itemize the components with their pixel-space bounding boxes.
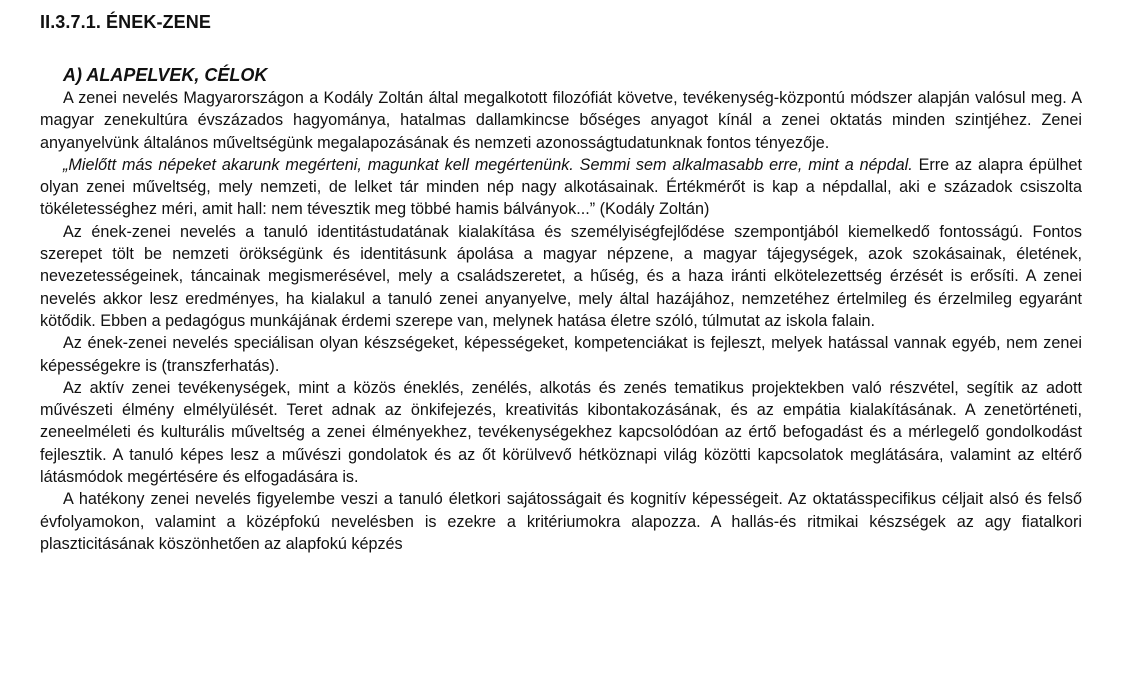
paragraph-transfer: Az ének-zenei nevelés speciálisan olyan készségeket, képességeket, kompetenciákat is fejleszt, melyek hatással vannak egyéb, nem zenei képességekre is (transzferhatás). <box>40 334 1082 375</box>
document-page <box>40 10 1082 555</box>
paragraph-identity: Az ének-zenei nevelés a tanuló identitástudatának kialakítása és személyiségfejlődése szempontjából kiemelkedő fontosságú. Fontos szerepet tölt be nemzeti örökségünk és identitásunk ápolása a magyar népzene, a magyar tájegységek, azok szokásainak, életének, nevezetességeinek, táncainak megismerésével, mely a családszeretet, a hűség, és a haza iránti elkötelezettség érzését is erősíti. A zenei nevelés akkor lesz eredményes, ha kialakul a tanuló zenei anyanyelve, mely által hazájához, nemzetéhez értelmileg és érzelmileg egyaránt kötődik. Ebben a pedagógus munkájának érdemi szerepe van, melynek hatása életre szóló, túlmutat az iskola falain. <box>40 222 1082 330</box>
section-heading: II.3.7.1. ÉNEK-ZENE <box>40 12 211 32</box>
kodaly-quote-rest: Erre az alapra épülhet olyan zenei műveltség, mely nemzeti, de lelket tár minden nép nagy alkotásainak. Értékmérőt is kap a népdallal, aki e századok csiszolta tökéletességhez méri, amit hall: nem tévesztik meg többé hamis bálványok...” (Kodály Zoltán) <box>40 155 1082 219</box>
paragraph-quote <box>40 154 1082 221</box>
paragraph-activities: Az aktív zenei tevékenységek, mint a közös éneklés, zenélés, alkotás és zenés tematikus projektekben való részvétel, segítik az adott művészeti élmény elmélyülését. Teret adnak az önkifejezés, kreativitás kibontakozásának, és az empátia kialakításának. A zenetörténeti, zeneelméleti és kulturális műveltség a zenei élményekhez, tevékenységekhez kapcsolódóan az értő befogadást és a mérlegelő gondolkodást fejlesztik. A tanuló képes lesz a művészi gondolatok és az őt körülvevő hétköznapi világ közötti kapcsolatok meglátására, valamint az eltérő látásmódok megértésére és elfogadására is. <box>40 378 1082 487</box>
sub-heading: A) ALAPELVEK, CÉLOK <box>63 65 268 85</box>
paragraph-intro: A zenei nevelés Magyarországon a Kodály Zoltán által megalkotott filozófiát követve, tevékenység-központú módszer alapján valósul meg. A magyar zenekultúra évszázados hagyománya, hatalmas dallamkincse bőséges anyagot kínál a zenei oktatás minden szintjéhez. Zenei anyanyelvünk általános műveltségünk megalapozásának és nemzeti azonosságtudatunknak fontos tényezője. <box>40 89 1082 152</box>
kodaly-quote-italic: „Mielőtt más népeket akarunk megérteni, magunkat kell megértenünk. Semmi sem alkalmasabb erre, mint a népdal. <box>63 155 913 174</box>
paragraph-effective: A hatékony zenei nevelés figyelembe veszi a tanuló életkori sajátosságait és kognitív képességeit. Az oktatásspecifikus céljait alsó és felső évfolyamokon, valamint a középfokú nevelésben is ezekre a kritériumokra alapozza. A hallás-és ritmikai készségek az agy fiatalkori plaszticitásának köszönhetően az alapfokú képzés <box>40 490 1082 553</box>
